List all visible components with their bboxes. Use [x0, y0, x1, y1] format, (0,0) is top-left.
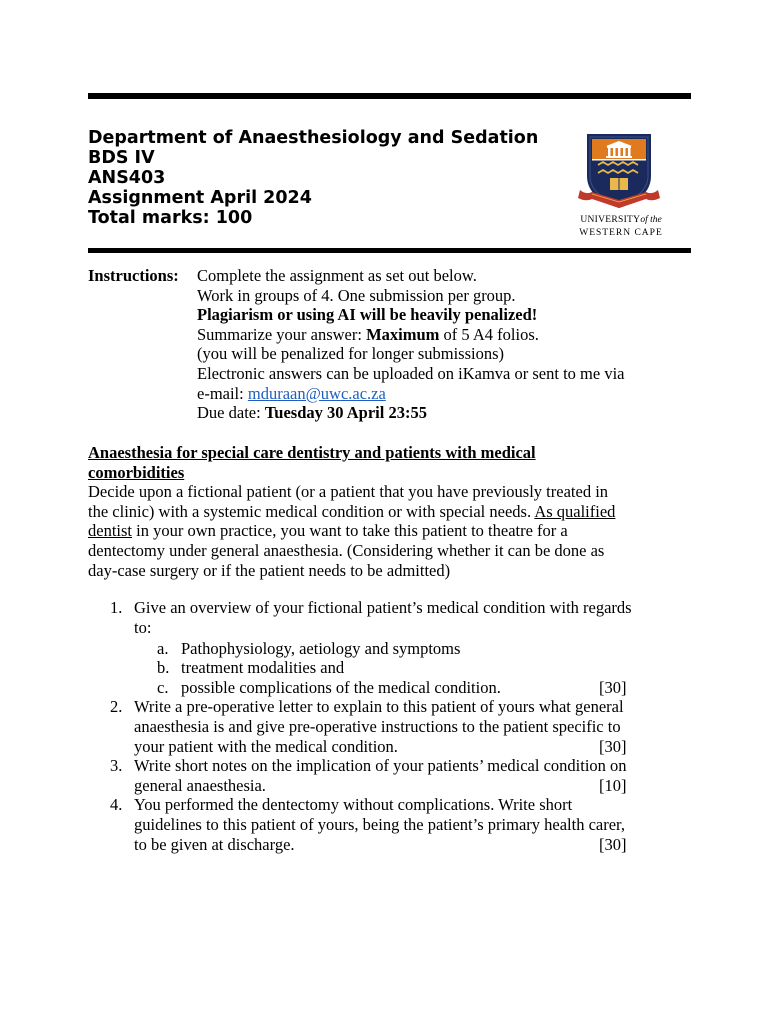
question-marks: [30]	[599, 736, 627, 756]
instruction-line: Summarize your answer: Maximum of 5 A4 folios.	[197, 324, 539, 344]
header-divider	[88, 248, 691, 253]
instruction-line: Electronic answers can be uploaded on iKamva or sent to me via	[197, 363, 625, 383]
due-date: Due date: Tuesday 30 April 23:55	[197, 403, 427, 423]
logo-university-line: UNIVERSITYof the	[580, 215, 662, 225]
instruction-line: (you will be penalized for longer submissions)	[197, 344, 505, 364]
instruction-line: e-mail: mduraan@uwc.ac.za	[197, 383, 386, 403]
department-title: Department of Anaesthesiology and Sedation	[88, 128, 539, 148]
sub-question-item: b. treatment modalities and	[157, 658, 345, 678]
plagiarism-warning: Plagiarism or using AI will be heavily penalized!	[197, 305, 538, 325]
section-paragraph: Decide upon a fictional patient (or a patient that you have previously treated in the clinic) with a systemic medical condition or with special needs. As qualified dentist in your own practice, you want to take this patient to theatre for a dentectomy under general anaesthesia. (Considering whether it can be done as day-case surgery or if the patient needs to be admitted)	[88, 482, 616, 580]
instructions-label: Instructions:	[88, 266, 179, 285]
course-code: ANS403	[88, 168, 166, 188]
question-marks: [10]	[599, 775, 627, 795]
question-item: 4. You performed the dentectomy without complications. Write short guidelines to this patient of yours, being the patient’s primary health carer, to be given at discharge. [30]	[110, 795, 627, 854]
question-item: 2. Write a pre-operative letter to explain to this patient of yours what general anaesthesia is and give pre-operative instructions to the patient specific to your patient with the medical condition. [30]	[110, 697, 627, 756]
sub-question-item: c. possible complications of the medical condition. [30]	[157, 677, 627, 697]
crest-icon	[576, 132, 666, 214]
sub-question-item: a. Pathophysiology, aetiology and symptoms	[157, 638, 461, 658]
section-intro	[88, 443, 678, 580]
top-rule	[88, 93, 691, 99]
university-logo	[576, 132, 666, 242]
instruction-line: Complete the assignment as set out below.	[197, 266, 477, 285]
question-marks: [30]	[599, 677, 627, 697]
logo-western-cape-line: WESTERN CAPE	[579, 228, 663, 238]
assignment-title: Assignment April 2024	[88, 188, 312, 208]
questions-list	[88, 598, 688, 854]
question-item: 1. Give an overview of your fictional patient’s medical condition with regards to:	[110, 598, 632, 637]
program-label: BDS IV	[88, 148, 155, 168]
total-marks: Total marks: 100	[88, 208, 253, 228]
question-item: 3. Write short notes on the implication of your patients’ medical condition on general anaesthesia. [10]	[110, 756, 627, 795]
section-title: Anaesthesia for special care dentistry and patients with medical comorbidities	[88, 443, 536, 482]
instruction-line: Work in groups of 4. One submission per group.	[197, 285, 516, 305]
email-link[interactable]: mduraan@uwc.ac.za	[247, 383, 386, 403]
document-header	[88, 128, 538, 228]
question-marks: [30]	[599, 834, 627, 854]
